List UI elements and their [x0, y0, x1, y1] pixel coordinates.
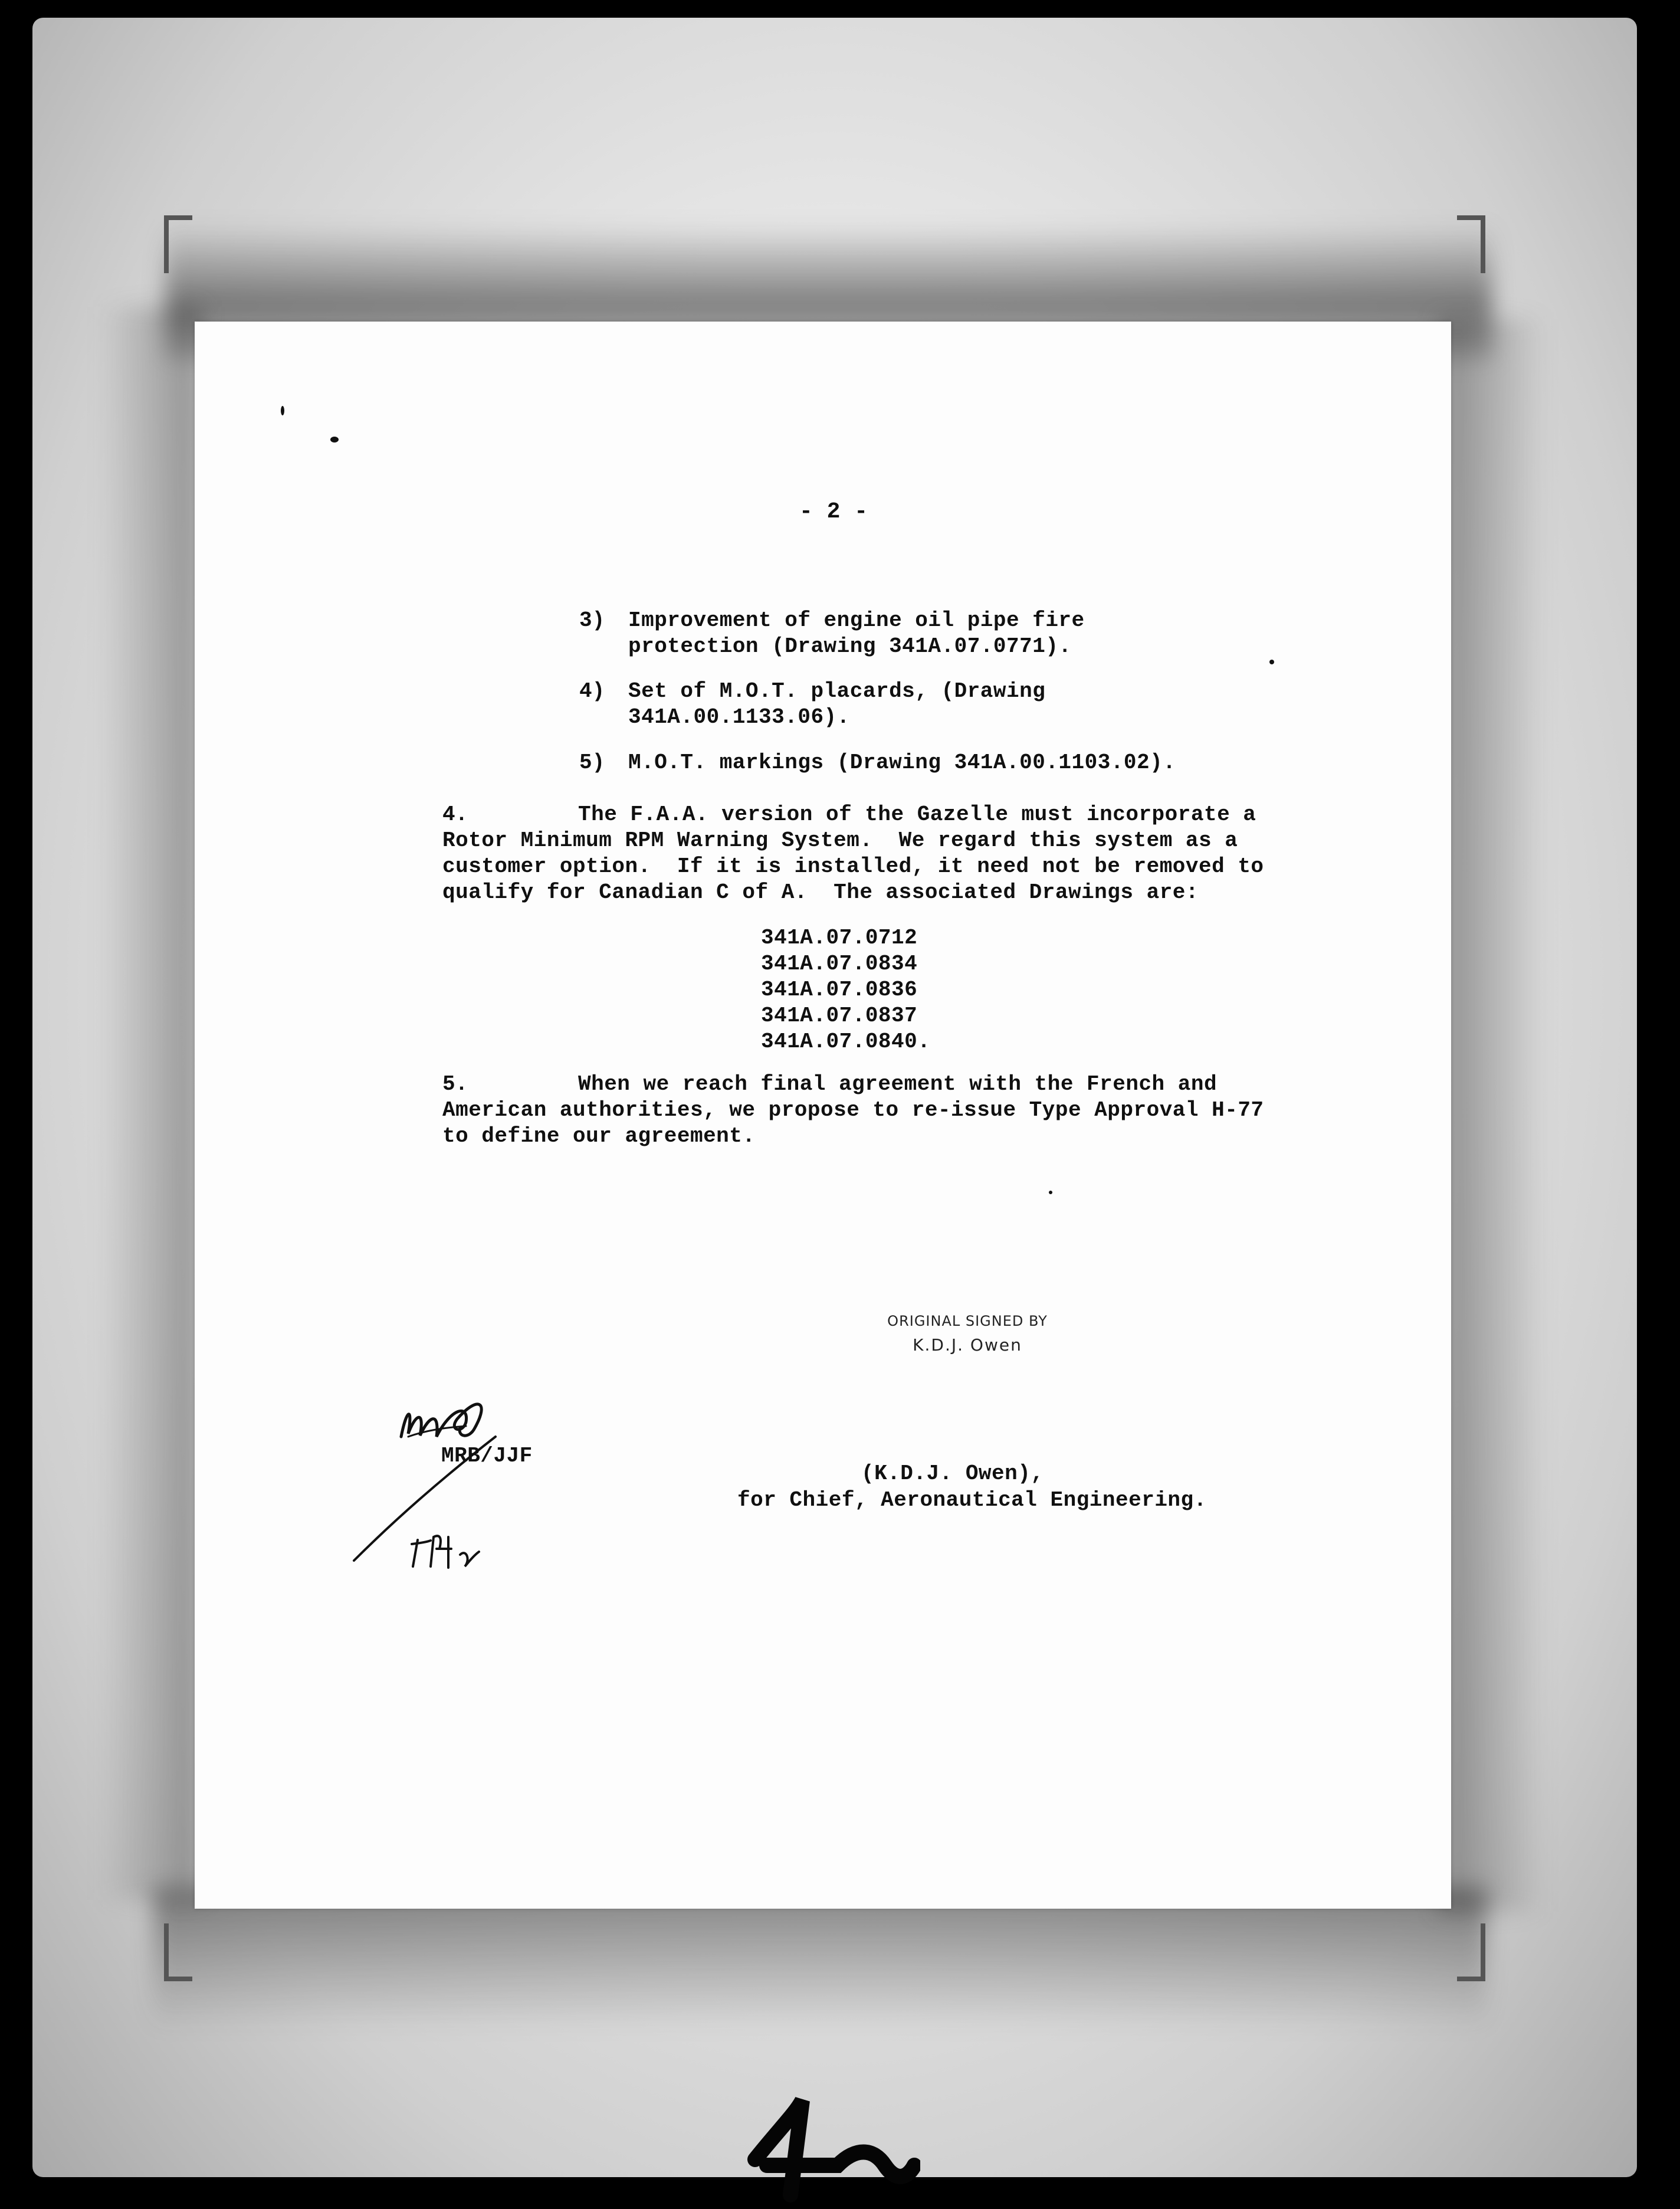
- paragraph-line: When we reach final agreement with the French and: [578, 1072, 1218, 1096]
- item-number: 5): [579, 750, 605, 775]
- paragraph-line: customer option. If it is installed, it need not be removed to: [442, 854, 1264, 879]
- handwritten-initials: [342, 1372, 590, 1596]
- dust-speck: [281, 406, 284, 415]
- paragraph-number: 4.: [442, 802, 468, 827]
- drawing-number: 341A.07.0712: [761, 926, 918, 950]
- corner-bracket-top-left: [164, 215, 192, 273]
- signature-stamp: [861, 1313, 1074, 1355]
- item-number: 4): [579, 679, 605, 703]
- corner-bracket-bottom-left: [164, 1923, 192, 1981]
- document-page: [195, 322, 1451, 1909]
- signatory-title: for Chief, Aeronautical Engineering.: [737, 1488, 1207, 1512]
- corner-bracket-bottom-right: [1457, 1923, 1485, 1981]
- paragraph-number: 5.: [442, 1072, 468, 1096]
- signature-stamp-label: ORIGINAL SIGNED BY: [887, 1313, 1048, 1329]
- paragraph-line: Rotor Minimum RPM Warning System. We regard this system as a: [442, 828, 1238, 853]
- item-number: 3): [579, 608, 605, 632]
- typist-initials: MRB/JJF: [441, 1444, 533, 1468]
- drawing-number: 341A.07.0837: [761, 1004, 918, 1028]
- drawing-number: 341A.07.0834: [761, 952, 918, 976]
- drawing-number: 341A.07.0840.: [761, 1030, 931, 1054]
- paragraph-line: The F.A.A. version of the Gazelle must incorporate a: [578, 802, 1256, 827]
- item-text-line: 341A.00.1133.06).: [628, 705, 850, 729]
- item-text-line: Improvement of engine oil pipe fire: [628, 608, 1085, 632]
- drawing-number: 341A.07.0836: [761, 978, 918, 1002]
- item-text-line: M.O.T. markings (Drawing 341A.00.1103.02).: [628, 750, 1176, 775]
- item-text-line: Set of M.O.T. placards, (Drawing: [628, 679, 1046, 703]
- dust-speck: [1049, 1191, 1052, 1194]
- paragraph-line: American authorities, we propose to re-issue Type Approval H-77: [442, 1098, 1264, 1122]
- dust-speck: [330, 437, 339, 443]
- paragraph-line: to define our agreement.: [442, 1124, 756, 1148]
- shadow-right: [1439, 319, 1546, 1912]
- handwritten-mark-bottom: [731, 2077, 920, 2209]
- paragraph-line: qualify for Canadian C of A. The associated Drawings are:: [442, 880, 1199, 904]
- item-text-line: protection (Drawing 341A.07.0771).: [628, 634, 1072, 658]
- corner-bracket-top-right: [1457, 215, 1485, 273]
- shadow-left: [100, 307, 201, 1900]
- dust-speck: [1269, 660, 1274, 664]
- signature-stamp-name: K.D.J. Owen: [913, 1335, 1022, 1355]
- shadow-bottom: [153, 1888, 1487, 2030]
- signatory-name: (K.D.J. Owen),: [861, 1461, 1044, 1486]
- page-number: - 2 -: [799, 499, 868, 525]
